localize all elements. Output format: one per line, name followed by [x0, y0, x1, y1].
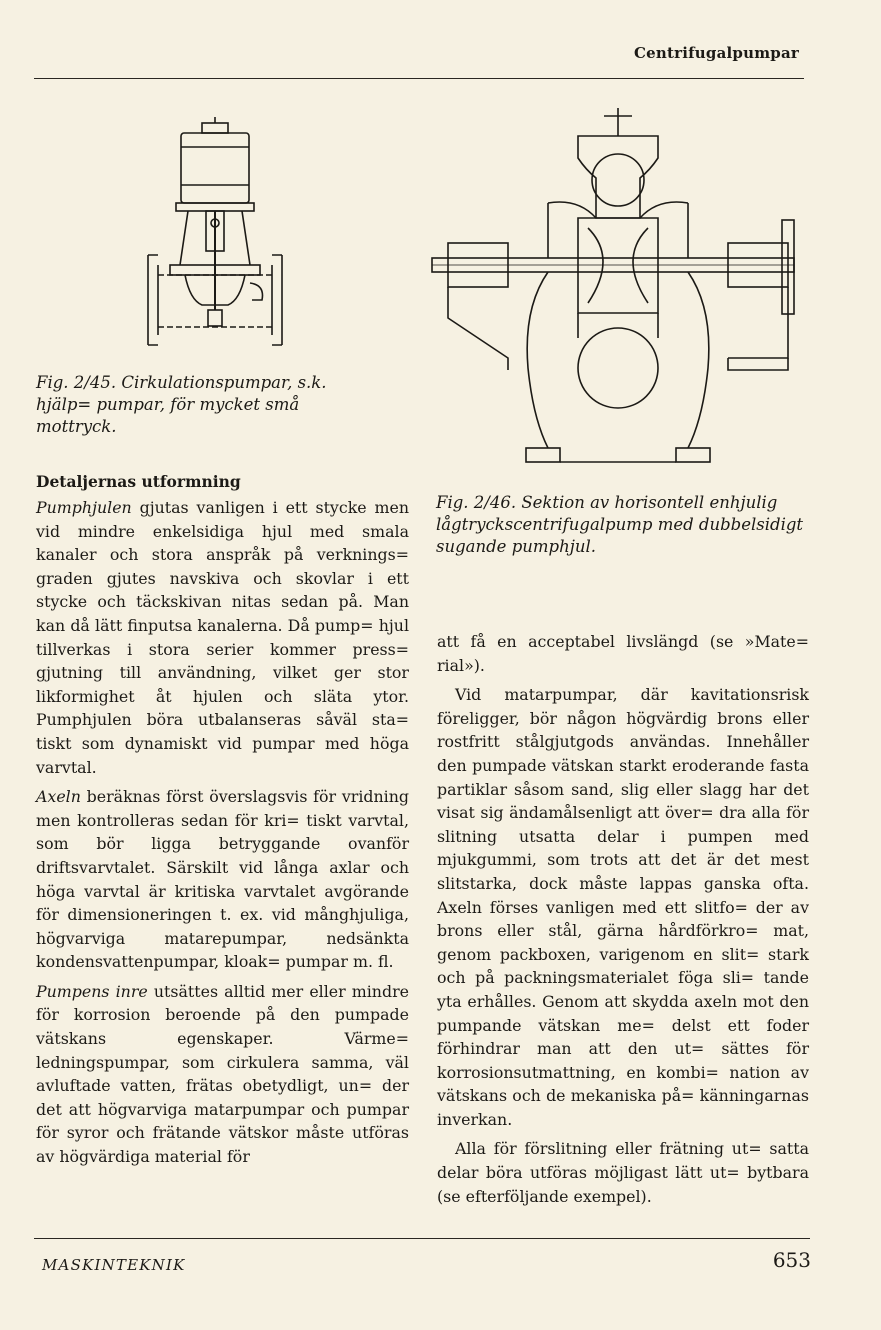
paragraph-continuation: att få en acceptabel livslängd (se »Mate= rial»).	[437, 632, 809, 675]
paragraph-pumphjulen: Pumphjulen gjutas vanligen i ett stycke men vid mindre enkelsidiga hjul med smala kanaler och stora anspråk på verknings= graden gjutes navskiva och skovlar i ett stycke och täckskivan nitas sedan på. Man kan då lätt finputsa kanalerna. Då pump= hjul tillverkas i stora serier kommer press= gjutning till användning, vilket ger stor likformighet åt hjulen och släta ytor. Pumphjulen böra utbalanseras såväl sta= tiskt som dynamiskt vid pumpar med höga varvtal.	[36, 498, 409, 777]
page-number: 653	[772, 1248, 811, 1272]
section-heading: Detaljernas utformning	[36, 472, 241, 491]
footer-rule	[34, 1238, 810, 1239]
figure-2-45-drawing	[140, 115, 300, 355]
left-column-text	[36, 496, 409, 1169]
header-rule	[34, 78, 804, 79]
paragraph-matarpumpar: Vid matarpumpar, där kavitationsrisk föreligger, bör någon högvärdig brons eller rostfritt stålgjutgods användas. Innehåller den pumpade vätskan starkt eroderande fasta partiklar såsom sand, slig eller slagg har det visat sig ändamålsenligt att över= dra alla för slitning utsatta delar i pumpen med mjukgummi, som trots att det är det mest slitstarka, dock måste lappas ganska ofta. Axeln förses vanligen med ett slitfo= der av brons eller stål, gärna hårdförkro= mat, genom packboxen, varigenom en slit= stark och på packningsmaterialet föga sli= tande yta erhålles. Genom att skydda axeln mot den pumpande vätskan me= delst ett foder förhindrar man att den ut= sättes för korrosionsutmattning, en kombi= nation av vätskans och de mekaniska på= känningarnas inverkan.	[437, 685, 809, 1129]
running-head: Centrifugalpumpar	[634, 44, 799, 62]
figure-2-46-drawing	[428, 108, 808, 470]
footer-book-title: MASKINTEKNIK	[42, 1256, 186, 1274]
right-column-text	[437, 630, 809, 1208]
paragraph-pumpens-inre: Pumpens inre utsättes alltid mer eller mindre för korrosion beroende på den pumpade vätskans egenskaper. Värme= ledningspumpar, som cirkulera samma, väl avluftade vatten, frätas obetydligt, un= der det att högvarviga matarpumpar och pumpar för syror och frätande vätskor måste utföras av högvärdiga material för	[36, 981, 409, 1167]
paragraph-axeln: Axeln beräknas först överslagsvis för vridning men kontrolleras sedan för kri= tiskt varvtal, som bör ligga betryggande ovanför driftsvarvtalet. Särskilt vid långa axlar och höga varvtal är kritiska varvtalet avgörande för dimensioneringen t. ex. vid månghjuliga, högvarviga matarepumpar, nedsänkta kondensvattenpumpar, kloak= pumpar m. fl.	[36, 787, 409, 972]
figure-2-45-caption: Fig. 2/45. Cirkulationspumpar, s.k. hjälp= pumpar, för mycket små mottryck.	[36, 373, 327, 436]
figure-2-46-caption: Fig. 2/46. Sektion av horisontell enhjulig lågtryckscentrifugalpump med dubbelsidigt sugande pumphjul.	[436, 493, 804, 556]
paragraph-utbytbara: Alla för förslitning eller frätning ut= satta delar böra utföras möjligast lätt ut= bytbara (se efterföljande exempel).	[437, 1139, 809, 1206]
